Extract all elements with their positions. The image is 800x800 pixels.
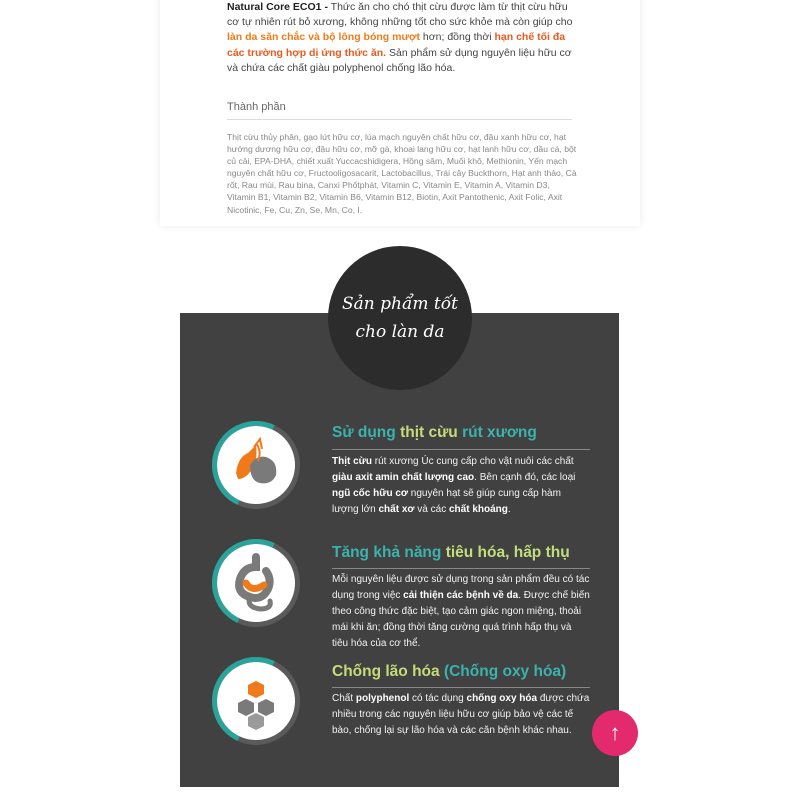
intro-text-1: Thức ăn cho chó thịt cừu được làm từ thịt cừu hữu cơ tự nhiên rút bỏ xương, không những tốt cho sức khỏe mà còn giúp cho	[227, 1, 573, 29]
desc-bold: chất xơ	[378, 504, 415, 515]
desc-text: rút xương Úc cung cấp cho vật nuôi các chất	[372, 456, 574, 467]
intro-paragraph	[227, 0, 577, 76]
desc-bold: chống oxy hóa	[466, 693, 538, 704]
feature-title-part: Sử dụng	[332, 424, 401, 441]
badge-line-1: Sản phẩm tốt	[342, 294, 458, 314]
desc-text: nguyên hạt sẽ giúp cung cấp hàm lượng lớn	[332, 488, 561, 515]
desc-text: Mỗi nguyên liệu được sử dụng trong sản phẩm đều có tác dụng trong việc	[332, 574, 590, 601]
desc-bold: ngũ cốc hữu cơ	[332, 488, 409, 499]
ingredients-title: Thành phần	[227, 101, 286, 113]
intro-highlight-skin: làn da săn chắc và bộ lông bóng mượt	[227, 31, 421, 44]
desc-text: và các	[414, 504, 449, 515]
badge-line-2: cho làn da	[355, 322, 445, 342]
stomach-icon	[212, 539, 300, 627]
feature-title-highlight: (Chống oxy hóa)	[443, 663, 567, 680]
desc-text: .	[507, 504, 511, 515]
desc-bold: chất khoáng	[448, 504, 508, 515]
feature-divider	[332, 568, 590, 569]
feature-title-highlight: thịt cừu	[400, 424, 458, 441]
feature-title-antioxidant	[332, 663, 566, 681]
desc-text: Chất	[332, 693, 356, 704]
ingredients-divider	[227, 119, 572, 120]
arrow-up-icon: ↑	[609, 720, 621, 745]
desc-text: có tác dụng	[409, 693, 467, 704]
honeycomb-icon	[212, 657, 300, 745]
feature-title-highlight: tiêu hóa, hấp thụ	[445, 544, 570, 561]
feature-title-digestion	[332, 544, 570, 562]
ingredients-list: Thịt cừu thủy phân, gạo lứt hữu cơ, lúa mạch nguyên chất hữu cơ, đậu xanh hữu cơ, hạt hướng dương hữu cơ, đậu hữu cơ, mỡ gà, khoai lang hữu cơ, hạt lanh hữu cơ, dầu cá, bột củ cải, EPA-DHA, chiết xuất Yuccacshidigera, Hồng sâm, Muối khô, Methionin, Yến mạch nguyên chất hữu cơ, Fructooligosacarit, Lactobacillus, Trái cây Buckthorn, Hạt anh thảo, Cà rốt, Rau mùi, Rau bina, Canxi Phốtphát, Vitamin C, Vitamin E, Vitamin A, Vitamin D3, Vitamin B1, Vitamin B2, Vitamin B6, Vitamin B12, Biotin, Axit Pantothenic, Axit Folic, Axit Nicotinic, Fe, Cu, Zn, Se, Mn, Co, I.	[227, 132, 577, 215]
feature-desc-antioxidant	[332, 691, 590, 739]
desc-bold: polyphenol	[355, 693, 410, 704]
desc-bold: Thịt cừu	[332, 456, 373, 467]
desc-bold: giàu axit amin chất lượng cao	[332, 472, 475, 483]
feature-desc-lamb	[332, 454, 590, 518]
benefits-badge	[328, 246, 472, 390]
brand-name: Natural Core ECO1 -	[227, 1, 328, 13]
feature-divider	[332, 449, 590, 450]
scroll-to-top-button[interactable]	[592, 710, 638, 756]
desc-text: . Bên cạnh đó, các loại	[474, 472, 576, 483]
intro-highlight-allergy: hạn chế tối đa các trường hợp dị ứng thức ăn.	[227, 31, 566, 59]
desc-text: được chứa nhiều trong các nguyên liệu hữu cơ giúp bảo vệ các tế bào, chống lại sự lão hóa và các căn bệnh khác nhau.	[332, 693, 590, 736]
feature-title-part: Chống lão hóa	[332, 663, 444, 680]
lamb-meat-icon	[212, 421, 300, 509]
intro-text-3: Sản phẩm sử dụng nguyên liệu hữu cơ và chứa các chất giàu polyphenol chống lão hóa.	[227, 46, 572, 74]
feature-title-lamb	[332, 424, 537, 442]
feature-desc-digestion	[332, 572, 590, 652]
desc-text: . Được chế biến theo công thức đặc biệt, tạo cảm giác ngon miệng, thoải mái khi ăn; đồng thời tăng cường quá trình hấp thụ và tiêu hóa của cơ thể.	[332, 590, 590, 649]
feature-divider	[332, 687, 590, 688]
feature-title-part: Tăng khả năng	[332, 544, 446, 561]
intro-text-2: hơn; đồng thời	[420, 31, 495, 44]
feature-title-part: rút xương	[457, 424, 537, 441]
desc-bold: cải thiện các bệnh về da	[403, 590, 519, 601]
